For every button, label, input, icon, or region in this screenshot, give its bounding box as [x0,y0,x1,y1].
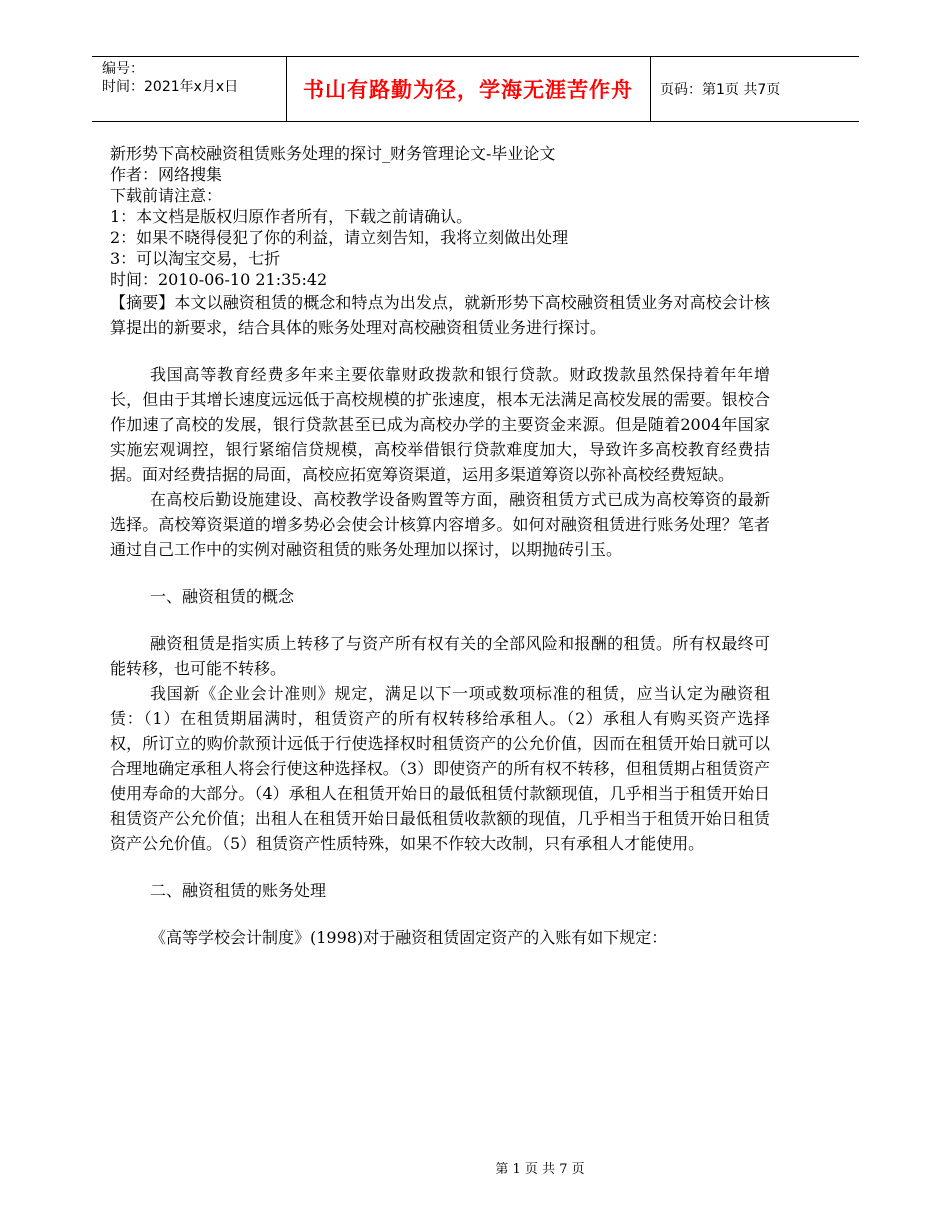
abstract-paragraph: 【摘要】本文以融资租赁的概念和特点为出发点，就新形势下高校融资租赁业务对高校会计核算提出的新要求，结合具体的账务处理对高校融资租赁业务进行探讨。 [110,293,770,337]
body-paragraph-1: 我国高等教育经费多年来主要依靠财政拨款和银行贷款。财政拨款虽然保持着年年增长，但由于其增长速度远远低于高校规模的扩张速度，根本无法满足高校发展的需要。银校合作加速了高校的发展，银行贷款甚至已成为高校办学的主要资金来源。但是随着2004年国家实施宏观调控，银行紧缩信贷规模，高校举借银行贷款难度加大，导致许多高校教育经费拮据。面对经费拮据的局面，高校应拓宽筹资渠道，运用多渠道筹资以弥补高校经费短缺。 [110,365,770,484]
header-page-label: 页码：第1页 共7页 [660,82,781,98]
body-paragraph-4: 我国新《企业会计准则》规定，满足以下一项或数项标准的租赁，应当认定为融资租赁：（1）在租赁期届满时，租赁资产的所有权转移给承租人。（2）承租人有购买资产选择权，所订立的购价款预计远低于行使选择权时租赁资产的公允价值，因而在租赁开始日就可以合理地确定承租人将会行使这种选择权。（3）即使资产的所有权不转移，但租赁期占租赁资产使用寿命的大部分。（4）承租人在租赁开始日的最低租赁付款额现值，几乎相当于租赁开始日租赁资产公允价值；出租人在租赁开始日最低租赁收款额的现值，几乎相当于租赁开始日租赁资产公允价值。（5）租赁资产性质特殊，如果不作较大改制，只有承租人才能使用。 [110,684,770,853]
page-footer: 第 1 页 共 7 页 [495,1162,585,1177]
notice-item-1: 1：本文档是版权归原作者所有，下载之前请确认。 [110,207,473,226]
notice-heading: 下载前请注意： [110,186,223,205]
body-paragraph-3: 融资租赁是指实质上转移了与资产所有权有关的全部风险和报酬的租赁。所有权最终可能转移，也可能不转移。 [110,634,770,678]
section-1-heading: 一、融资租赁的概念 [150,587,295,606]
spacer [110,562,770,584]
body-paragraph-5: 《高等学校会计制度》(1998)对于融资租赁固定资产的入账有如下规定： [150,928,668,947]
notice-item-3: 3：可以淘宝交易，七折 [110,249,281,268]
article-time: 时间：2010-06-10 21:35:42 [110,270,328,289]
article-title: 新形势下高校融资租赁账务处理的探讨_财务管理论文-毕业论文 [110,144,556,163]
header-time-label: 时间：2021年x月x日 [102,79,239,95]
header-number-label: 编号： [102,61,144,77]
spacer [110,340,770,362]
notice-item-2: 2：如果不晓得侵犯了你的利益，请立刻告知，我将立刻做出处理 [110,228,569,247]
spacer [110,856,770,878]
header-motto: 书山有路勤为径，学海无涯苦作舟 [303,78,633,102]
article-author: 作者：网络搜集 [110,165,223,184]
spacer [110,903,770,925]
document-body [110,143,770,950]
body-paragraph-2: 在高校后勤设施建设、高校教学设备购置等方面，融资租赁方式已成为高校筹资的最新选择。高校筹资渠道的增多势必会使会计核算内容增多。如何对融资租赁进行账务处理？笔者通过自己工作中的实例对融资租赁的账务处理加以探讨，以期抛砖引玉。 [110,490,770,559]
section-2-heading: 二、融资租赁的账务处理 [150,881,327,900]
spacer [110,609,770,631]
header-divider-right [650,56,651,122]
